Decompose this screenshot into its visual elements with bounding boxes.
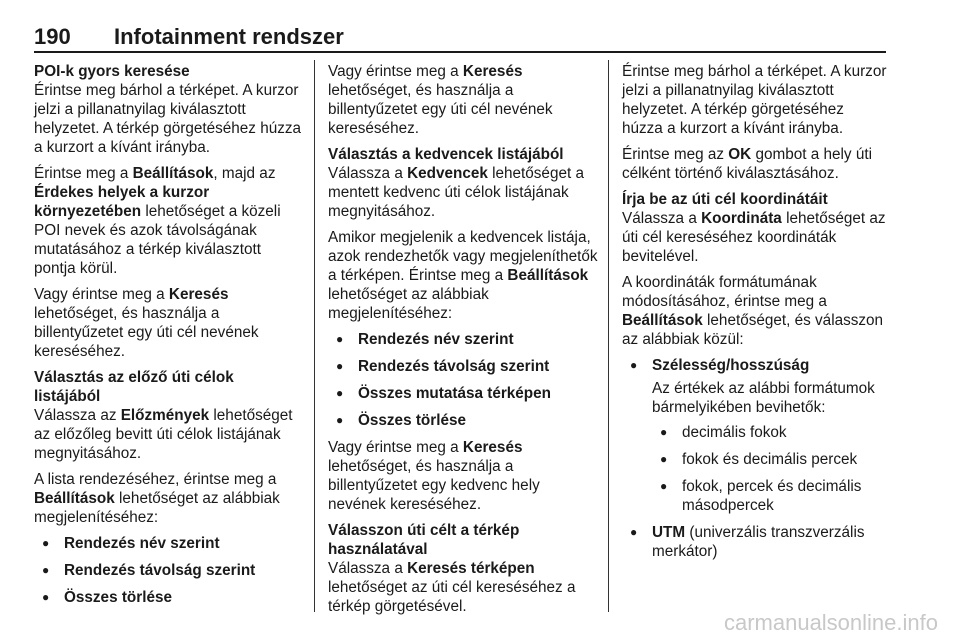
paragraph: Vagy érintse meg a Keresés lehetőséget, és használja a billentyűzetet egy úti cél nevének kereséséhez.: [34, 286, 259, 360]
paragraph: Vagy érintse meg a Keresés lehetőséget, és használja a billentyűzetet egy úti cél nevének kereséséhez.: [328, 63, 553, 137]
paragraph: A koordináták formátumának módosításához, érintse meg a Beállítások lehetőséget, és válasszon az alábbiak közül:: [622, 274, 884, 348]
section-heading-favourites: Választás a kedvencek listájából: [328, 146, 564, 163]
column-divider-1: [314, 60, 315, 612]
bullet-list: [328, 330, 598, 430]
watermark: carmanualsonline.info: [723, 610, 938, 635]
column-2: [328, 62, 598, 623]
paragraph: Válassza az Előzmények lehetőséget az előzőleg bevitt úti célok listájának megnyitásához.: [34, 407, 293, 462]
list-item: ● Rendezés név szerint: [34, 534, 302, 553]
list-item: ● Rendezés név szerint: [328, 330, 598, 349]
column-3: [622, 62, 888, 569]
list-item: ● Rendezés távolság szerint: [34, 561, 302, 580]
bullet-list: [34, 534, 302, 607]
paragraph: Válassza a Keresés térképen lehetőséget az úti cél kereséséhez a térkép görgetésével.: [328, 560, 576, 615]
paragraph: Amikor megjelenik a kedvencek listája, azok rendezhetők vagy megjeleníthetők a térképen. Érintse meg a Beállítások lehetőséget az alábbiak megjelenítéséhez:: [328, 229, 598, 322]
paragraph: Érintse meg bárhol a térképet. A kurzor jelzi a pillanatnyilag kiválasztott helyzetet. A térkép görgetéséhez húzza a kurzort a kívánt irányba.: [34, 82, 302, 156]
list-item: ● Szélesség/hosszúság Az értékek az alábbi formátumok bármelyikében bevihetők: ● decimális fokok ● fokok és decimális percek ● fokok, percek és decimális másodpercek: [622, 356, 888, 515]
section-heading-history: Választás az előző úti célok listájából: [34, 369, 234, 405]
page-number: 190: [34, 24, 71, 49]
sub-list-item: ● decimális fokok: [652, 423, 888, 442]
section-heading-poi-search: POI-k gyors keresése: [34, 63, 190, 80]
list-item: ● Rendezés távolság szerint: [328, 357, 598, 376]
header-rule: [34, 51, 886, 53]
paragraph: Érintse meg az OK gombot a hely úti célként történő kiválasztásához.: [622, 146, 872, 182]
list-item: ● Összes törlése: [328, 411, 598, 430]
list-item-description: Az értékek az alábbi formátumok bármelyikében bevihetők:: [652, 380, 875, 416]
sub-list-item: ● fokok, percek és decimális másodpercek: [652, 477, 888, 515]
chapter-title: Infotainment rendszer: [114, 24, 344, 49]
section-heading-map-select: Válasszon úti célt a térkép használatával: [328, 522, 520, 558]
paragraph: A lista rendezéséhez, érintse meg a Beállítások lehetőséget az alábbiak megjelenítéséhez:: [34, 471, 280, 526]
list-item: ● UTM (univerzális transzverzális merkátor): [622, 523, 888, 561]
paragraph: Érintse meg bárhol a térképet. A kurzor jelzi a pillanatnyilag kiválasztott helyzetet. A térkép görgetéséhez húzza a kurzort a kívánt irányba.: [622, 63, 887, 137]
column-1: [34, 62, 302, 615]
paragraph: Válassza a Kedvencek lehetőséget a mentett kedvenc úti célok listájának megnyitásához.: [328, 165, 584, 220]
paragraph: Vagy érintse meg a Keresés lehetőséget, és használja a billentyűzetet egy kedvenc hely nevének kereséséhez.: [328, 439, 540, 513]
bullet-list: [622, 356, 888, 561]
page-header: [34, 22, 886, 52]
column-divider-2: [608, 60, 609, 612]
section-heading-coordinates: Írja be az úti cél koordinátáit: [622, 191, 828, 208]
paragraph: Érintse meg a Beállítások, majd az Érdekes helyek a kurzor környezetében lehetőséget a közeli POI nevek és azok távolságának mutatásához a térkép kiválasztott pontja körül.: [34, 165, 281, 277]
list-item: ● Összes törlése: [34, 588, 302, 607]
sub-bullet-list: [652, 423, 888, 515]
paragraph: Válassza a Koordináta lehetőséget az úti cél kereséséhez koordináták bevitelével.: [622, 210, 886, 265]
list-item: ● Összes mutatása térképen: [328, 384, 598, 403]
sub-list-item: ● fokok és decimális percek: [652, 450, 888, 469]
